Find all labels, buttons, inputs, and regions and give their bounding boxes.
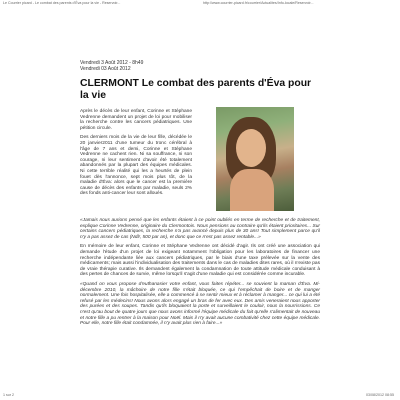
browser-print-footer-date: 03/08/2012 08:55 bbox=[366, 393, 394, 397]
article-top-section bbox=[80, 109, 320, 214]
article-title: CLERMONT Le combat des parents d'Éva pour la vie bbox=[80, 78, 312, 101]
date-line-2: Vendredi 03 Août 2012 bbox=[80, 66, 131, 72]
article-intro: Après le décès de leur enfant, Corinne et Stéphane Vedrenne demandent un projet de loi pour mobiliser la recherche contre les cancers pédiatriques. Une pétition circule. bbox=[80, 109, 192, 131]
article bbox=[80, 60, 320, 327]
article-paragraph: Des derniers mois de la vie de leur fille, décédée le 20 janvier2011 d'une tumeur du tronc cérébral à l'âge de 7 ans et demi, Corinne et Stéphane Vedrenne ne cachent rien. Ni sa souffrance, ni son courage, ni leur sentiment d'avoir été totalement abandonnés par la plupart des équipes médicales. Ni cette terrible réalité qui les a heurtés de plein fouet dès l'annonce, sept mois plus tôt, de la maladie d'Éva: alors que le cancer est la première cause de décès des enfants par maladie, seuls 2% des fonds anti-cancer leur sont alloués. bbox=[80, 135, 192, 197]
photo-face bbox=[236, 129, 266, 167]
browser-print-footer-page: 1 sur 2 bbox=[3, 393, 14, 397]
article-quote: «Jamais nous aurions pensé que les enfants étaient à ce point oubliés en terme de recherche et de traitement, explique Corinne Vedrenne, originaire du Clermontois. Nous pensions au contraire qu'ils étaient prioritaires... Sur certains cancers pédiatriques, la recherche n'a pas avancé depuis plus de 30 ans! Tout simplement parce qu'il n'y a pas assez de cas (Ndlr, 500 par an), et donc que ce n'est pas assez rentable...» bbox=[80, 218, 320, 240]
article-quote: «Quand on vous propose d'euthanasier votre enfant, vous faites répéter... se souvient la maman d'Éva. Mi-décembre 2010, la mâchoire de notre fille s'était bloquée, ce qui l'empêchait de boire et de manger normalement. Une fois hospitalisée, elle a commencé à se sentir mieux et à réclamer à manger... ce qui lui a été refusé par les médecins! Nous avons alors engagé un bras de fer avec eux. Des amis veneraient nous apporter des purées et des soupes. Tandis qu'ils bloquaient la porte et surveillaient le couloir, nous la nourrissions. Ce n'est qu'au bout de quatre jours que nous avons informé l'équipe médicale du fait qu'elle s'alimentait de nouveau et notre fille a pu rentrer à la maison pour Noël. Mais il n'y avait aucune combativité chez cette équipe médicale. Pour elle, notre fille était condamnée, il n'y avait plus rien à faire...» bbox=[80, 281, 320, 327]
article-dates bbox=[80, 60, 320, 72]
article-photo bbox=[216, 107, 294, 211]
article-left-column bbox=[80, 109, 192, 197]
photo-body bbox=[230, 169, 274, 211]
browser-print-header-title: Le Courrier picard - Le combat des parents d'Éva pour la vie - Reservoir... bbox=[3, 1, 121, 5]
browser-print-header-url: http://www.courrier-picard.fr/courrier/Actualites/Info-locale/Reservoir... bbox=[203, 1, 314, 5]
date-line-1: Vendredi 3 Août 2012 - 8h49 bbox=[80, 60, 144, 66]
article-paragraph: En mémoire de leur enfant, Corinne et Stéphane Vedrenne ont décidé d'agir. Ils ont créé une association qui demande l'étude d'un projet de loi exigeant notamment l'obligation pour les laboratoires de financer une recherche indépendante liée aux cancers pédiatriques, par le biais d'une taxe prélevée sur la vente des médicaments; mais aussi l'individualisation des traitements dans le cas de maladies dites rares, où il n'existe pas de vraie thérapie curative. Ils demandent également la condamnation de toute attitude médicale conduisant à des pertes de chances de survie, même lorsqu'il s'agit d'une maladie qui est considérée comme incurable. bbox=[80, 244, 320, 278]
